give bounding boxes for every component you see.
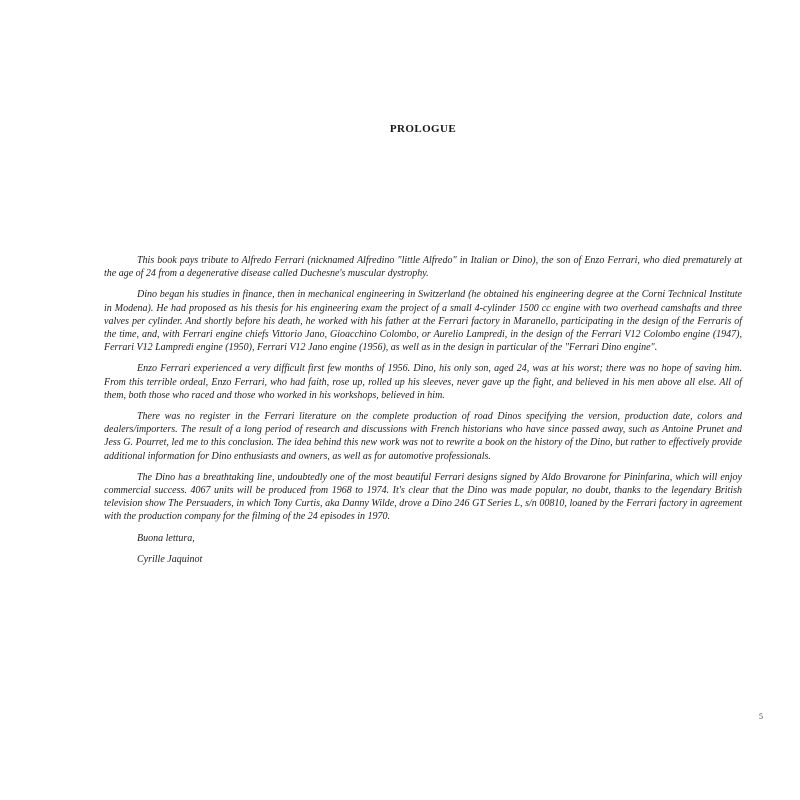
page-title: PROLOGUE bbox=[389, 123, 457, 135]
body-text bbox=[104, 254, 742, 574]
signature-line: Cyrille Jaquinot bbox=[137, 553, 203, 565]
paragraph: This book pays tribute to Alfredo Ferrari (nicknamed Alfredino "little Alfredo" in Italian or Dino), the son of Enzo Ferrari, who died prematurely at the age of 24 from a degenerative disease called Duchesne's muscular dystrophy. bbox=[104, 255, 742, 280]
paragraph: Dino began his studies in finance, then in mechanical engineering in Switzerland (he obtained his engineering degree at the Corni Technical Institute in Modena). He had proposed as his thesis for his engineering exam the project of a small 4-cylinder 1500 cc engine with two overhead camshafts and three valves per cylinder. And shortly before his death, he worked with his father at the Ferrari factory in Maranello, participating in the design of the Ferraris of the time, and, with Ferrari engine chiefs Vittorio Jano, Gioacchino Colombo, or Aurelio Lampredi, in the design of the Ferrari V12 Colombo engine (1947), Ferrari V12 Lampredi engine (1950), Ferrari V12 Jano engine (1956), as well as in the design in particular of the "Ferrari Dino engine". bbox=[104, 289, 742, 354]
paragraph: Enzo Ferrari experienced a very difficult first few months of 1956. Dino, his only son, aged 24, was at his worst; there was no hope of saving him. From this terrible ordeal, Enzo Ferrari, who had faith, rose up, rolled up his sleeves, never gave up the fight, and believed in his men above all else. All of them, both those who raced and those who worked in his workshops, believed in him. bbox=[104, 363, 742, 401]
paragraph: There was no register in the Ferrari literature on the complete production of road Dinos specifying the version, production date, colors and dealers/importers. The result of a long period of research and discussions with French historians who have since passed away, such as Antoine Prunet and Jess G. Pourret, led me to this conclusion. The idea behind this new work was not to rewrite a book on the history of the Dino, but rather to effectively provide additional information for Dino enthusiasts and owners, as well as for automotive professionals. bbox=[104, 411, 742, 462]
page-number: 5 bbox=[759, 712, 763, 721]
closing-line: Buona lettura, bbox=[137, 532, 195, 544]
paragraph: The Dino has a breathtaking line, undoubtedly one of the most beautiful Ferrari designs signed by Aldo Brovarone for Pininfarina, which will enjoy commercial success. 4067 units will be produced from 1968 to 1974. It's clear that the Dino was made popular, no doubt, thanks to the legendary British television show The Persuaders, in which Tony Curtis, aka Danny Wilde, drove a Dino 246 GT Series L, s/n 00810, loaned by the Ferrari factory in agreement with the production company for the filming of the 24 episodes in 1970. bbox=[104, 471, 742, 523]
